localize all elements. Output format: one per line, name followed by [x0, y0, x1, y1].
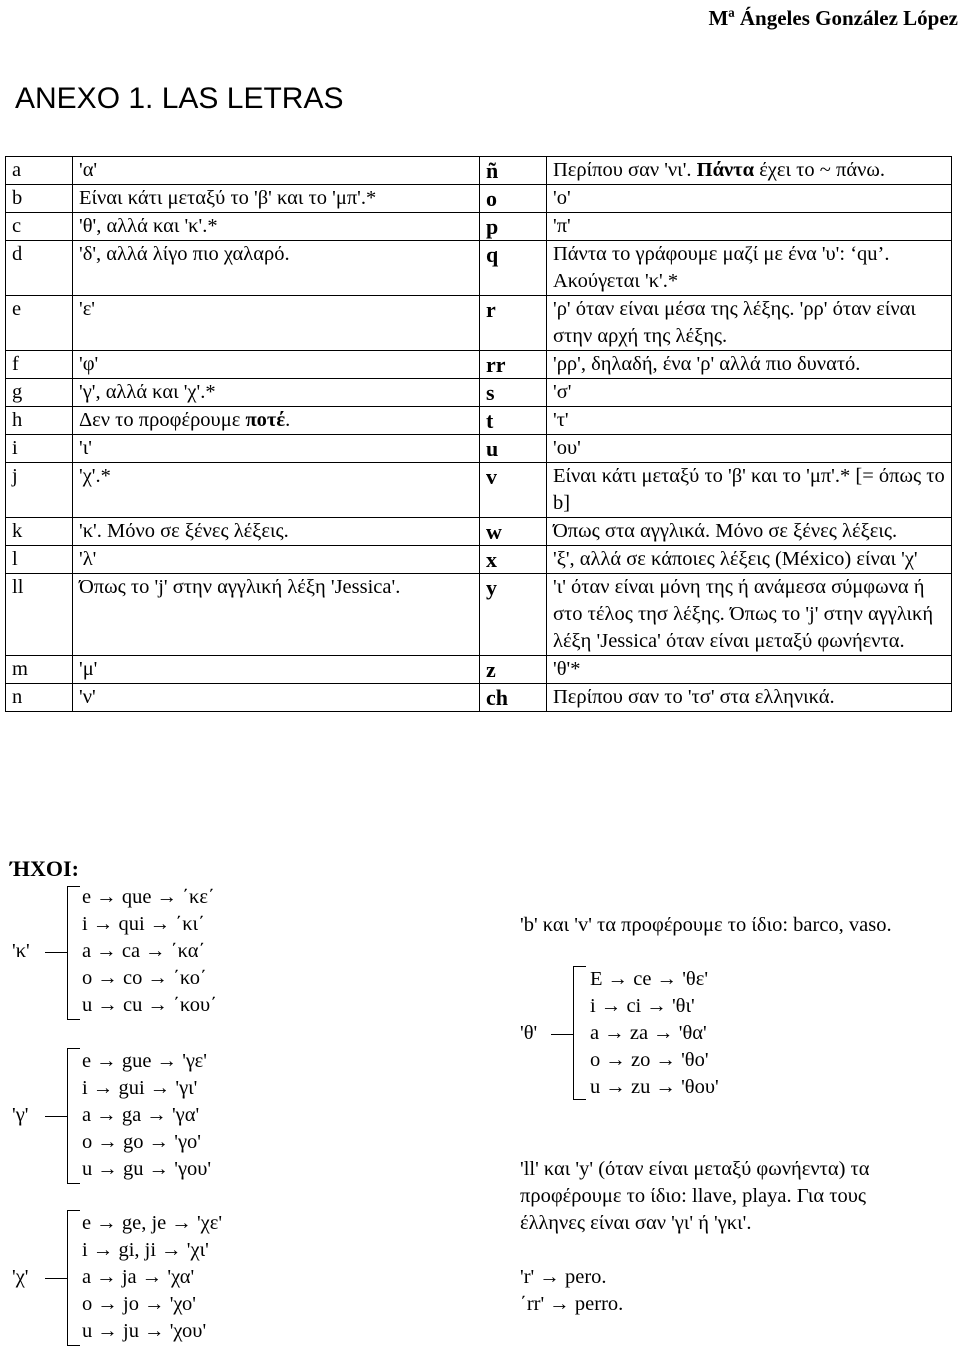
- letter-cell: l: [6, 546, 73, 574]
- sound-line: u → zu → 'θου': [590, 1076, 719, 1098]
- description-cell: 'λ': [73, 546, 480, 574]
- note-line: 'll' και 'y' (όταν είναι μεταξύ φωνήεντα) τα: [520, 1158, 870, 1180]
- description-cell: 'ν': [73, 684, 480, 712]
- sound-line: u → ju → 'χου': [82, 1320, 207, 1342]
- letter-cell: m: [6, 656, 73, 684]
- letter-row: [6, 241, 952, 296]
- description-cell: Όπως στα αγγλικά. Μόνο σε ξένες λέξεις.: [547, 518, 952, 546]
- sound-line: u → gu → 'γου': [82, 1158, 212, 1180]
- description-cell: 'ο': [547, 185, 952, 213]
- letter-cell: b: [6, 185, 73, 213]
- letter-cell: ñ: [480, 157, 547, 185]
- bracket: [67, 1048, 68, 1184]
- letter-row: [6, 351, 952, 379]
- letter-row: [6, 684, 952, 712]
- letter-row: [6, 407, 952, 435]
- letter-cell: h: [6, 407, 73, 435]
- letter-row: [6, 435, 952, 463]
- sound-line: e → que → ΄κε΄: [82, 886, 215, 908]
- note-line: 'r' → pero.: [520, 1266, 607, 1288]
- group-key: 'κ': [12, 940, 30, 962]
- note-b-v: 'b' και 'v' τα προφέρουμε το ίδιο: barco, vaso.: [520, 914, 892, 936]
- sound-line: o → co → ΄κο΄: [82, 967, 207, 989]
- sound-line: e → ge, je → 'χε': [82, 1212, 223, 1234]
- sound-line: a → ca → ΄κα΄: [82, 940, 206, 962]
- sound-line: u → cu → ΄κου΄: [82, 994, 218, 1016]
- bracket-stub: [45, 1116, 67, 1117]
- bracket: [67, 886, 68, 1020]
- letter-cell: t: [480, 407, 547, 435]
- bracket-stub: [45, 1278, 67, 1279]
- letter-row: [6, 656, 952, 684]
- letter-cell: u: [480, 435, 547, 463]
- description-cell: 'χ'.*: [73, 463, 480, 518]
- bracket: [573, 966, 574, 1100]
- letter-cell: n: [6, 684, 73, 712]
- group-key: 'θ': [520, 1022, 538, 1044]
- letter-cell: w: [480, 518, 547, 546]
- description-cell: 'ρ' όταν είναι μέσα της λέξης. 'ρρ' όταν είναι στην αρχή της λέξης.: [547, 296, 952, 351]
- description-cell: 'γ', αλλά και 'χ'.*: [73, 379, 480, 407]
- letter-row: [6, 546, 952, 574]
- description-cell: 'α': [73, 157, 480, 185]
- sound-line: a → ga → 'γα': [82, 1104, 200, 1126]
- page-title: ANEXO 1. LAS LETRAS: [15, 82, 344, 115]
- note-line: ΄rr' → perro.: [520, 1293, 624, 1315]
- description-cell: Είναι κάτι μεταξύ το 'β' και το 'μπ'.* [= όπως το b]: [547, 463, 952, 518]
- group-key: 'χ': [12, 1266, 29, 1288]
- sounds-title: ΉΧΟΙ:: [10, 856, 79, 881]
- letter-cell: k: [6, 518, 73, 546]
- letter-row: [6, 574, 952, 656]
- description-cell: 'κ'. Μόνο σε ξένες λέξεις.: [73, 518, 480, 546]
- note-line: προφέρουμε το ίδιο: llave, playa. Για τους: [520, 1185, 866, 1207]
- bracket: [67, 1210, 68, 1346]
- sound-line: E → ce → 'θε': [590, 968, 709, 990]
- letter-row: [6, 379, 952, 407]
- note-ll-y: [520, 1156, 870, 1237]
- sound-line: i → gi, ji → 'χι': [82, 1239, 209, 1261]
- letter-cell: z: [480, 656, 547, 684]
- letter-cell: v: [480, 463, 547, 518]
- description-cell: Περίπου σαν 'νι'. Πάντα έχει το ~ πάνω.: [547, 157, 952, 185]
- letter-cell: c: [6, 213, 73, 241]
- description-cell: Είναι κάτι μεταξύ το 'β' και το 'μπ'.*: [73, 185, 480, 213]
- description-cell: 'φ': [73, 351, 480, 379]
- letter-row: [6, 463, 952, 518]
- description-cell: 'π': [547, 213, 952, 241]
- note-r-rr: [520, 1264, 623, 1318]
- bracket-stub: [45, 952, 67, 953]
- description-cell: 'θ'*: [547, 656, 952, 684]
- letter-row: [6, 185, 952, 213]
- sound-line: a → ja → 'χα': [82, 1266, 195, 1288]
- letter-row: [6, 213, 952, 241]
- letter-cell: d: [6, 241, 73, 296]
- letter-row: [6, 296, 952, 351]
- sound-line: o → zo → 'θο': [590, 1049, 709, 1071]
- description-cell: 'ξ', αλλά σε κάποιες λέξεις (México) είναι 'χ': [547, 546, 952, 574]
- description-cell: 'τ': [547, 407, 952, 435]
- description-cell: 'ου': [547, 435, 952, 463]
- description-cell: Δεν το προφέρουμε ποτέ.: [73, 407, 480, 435]
- group-key: 'γ': [12, 1104, 29, 1126]
- letter-cell: rr: [480, 351, 547, 379]
- description-cell: Περίπου σαν το 'τσ' στα ελληνικά.: [547, 684, 952, 712]
- letter-cell: p: [480, 213, 547, 241]
- letter-row: [6, 518, 952, 546]
- sound-line: e → gue → 'γε': [82, 1050, 207, 1072]
- letter-row: [6, 157, 952, 185]
- description-cell: 'ε': [73, 296, 480, 351]
- description-cell: 'δ', αλλά λίγο πιο χαλαρό.: [73, 241, 480, 296]
- sound-line: a → za → 'θα': [590, 1022, 707, 1044]
- letter-cell: y: [480, 574, 547, 656]
- letter-cell: r: [480, 296, 547, 351]
- sound-line: o → go → 'γο': [82, 1131, 201, 1153]
- letter-cell: a: [6, 157, 73, 185]
- description-cell: Όπως το 'j' στην αγγλική λέξη 'Jessica'.: [73, 574, 480, 656]
- description-cell: 'σ': [547, 379, 952, 407]
- letter-cell: ll: [6, 574, 73, 656]
- sound-line: i → ci → 'θι': [590, 995, 695, 1017]
- description-cell: 'ρρ', δηλαδή, ένα 'ρ' αλλά πιο δυνατό.: [547, 351, 952, 379]
- sound-line: i → gui → 'γι': [82, 1077, 198, 1099]
- letter-cell: q: [480, 241, 547, 296]
- letter-cell: f: [6, 351, 73, 379]
- bracket-stub: [551, 1034, 573, 1035]
- description-cell: 'ι': [73, 435, 480, 463]
- sound-line: i → qui → ΄κι΄: [82, 913, 205, 935]
- letter-cell: g: [6, 379, 73, 407]
- description-cell: 'θ', αλλά και 'κ'.*: [73, 213, 480, 241]
- description-cell: 'ι' όταν είναι μόνη της ή ανάμεσα σύμφωνα ή στο τέλος τησ λέξης. Όπως το 'j' στην αγγλική λέξη 'Jessica' όταν είναι μεταξύ φωνήεντα.: [547, 574, 952, 656]
- note-line: έλληνες είναι σαν 'γι' ή 'γκι'.: [520, 1212, 752, 1234]
- letter-cell: s: [480, 379, 547, 407]
- letter-cell: i: [6, 435, 73, 463]
- letter-cell: ch: [480, 684, 547, 712]
- letter-cell: j: [6, 463, 73, 518]
- letter-cell: o: [480, 185, 547, 213]
- letter-cell: e: [6, 296, 73, 351]
- description-cell: 'μ': [73, 656, 480, 684]
- sound-line: o → jo → 'χο': [82, 1293, 196, 1315]
- letter-cell: x: [480, 546, 547, 574]
- description-cell: Πάντα το γράφουμε μαζί με ένα 'υ': ‘qu’. Ακούγεται 'κ'.*: [547, 241, 952, 296]
- author-name: Mª Ángeles González López: [708, 6, 958, 30]
- letters-table: [5, 156, 952, 712]
